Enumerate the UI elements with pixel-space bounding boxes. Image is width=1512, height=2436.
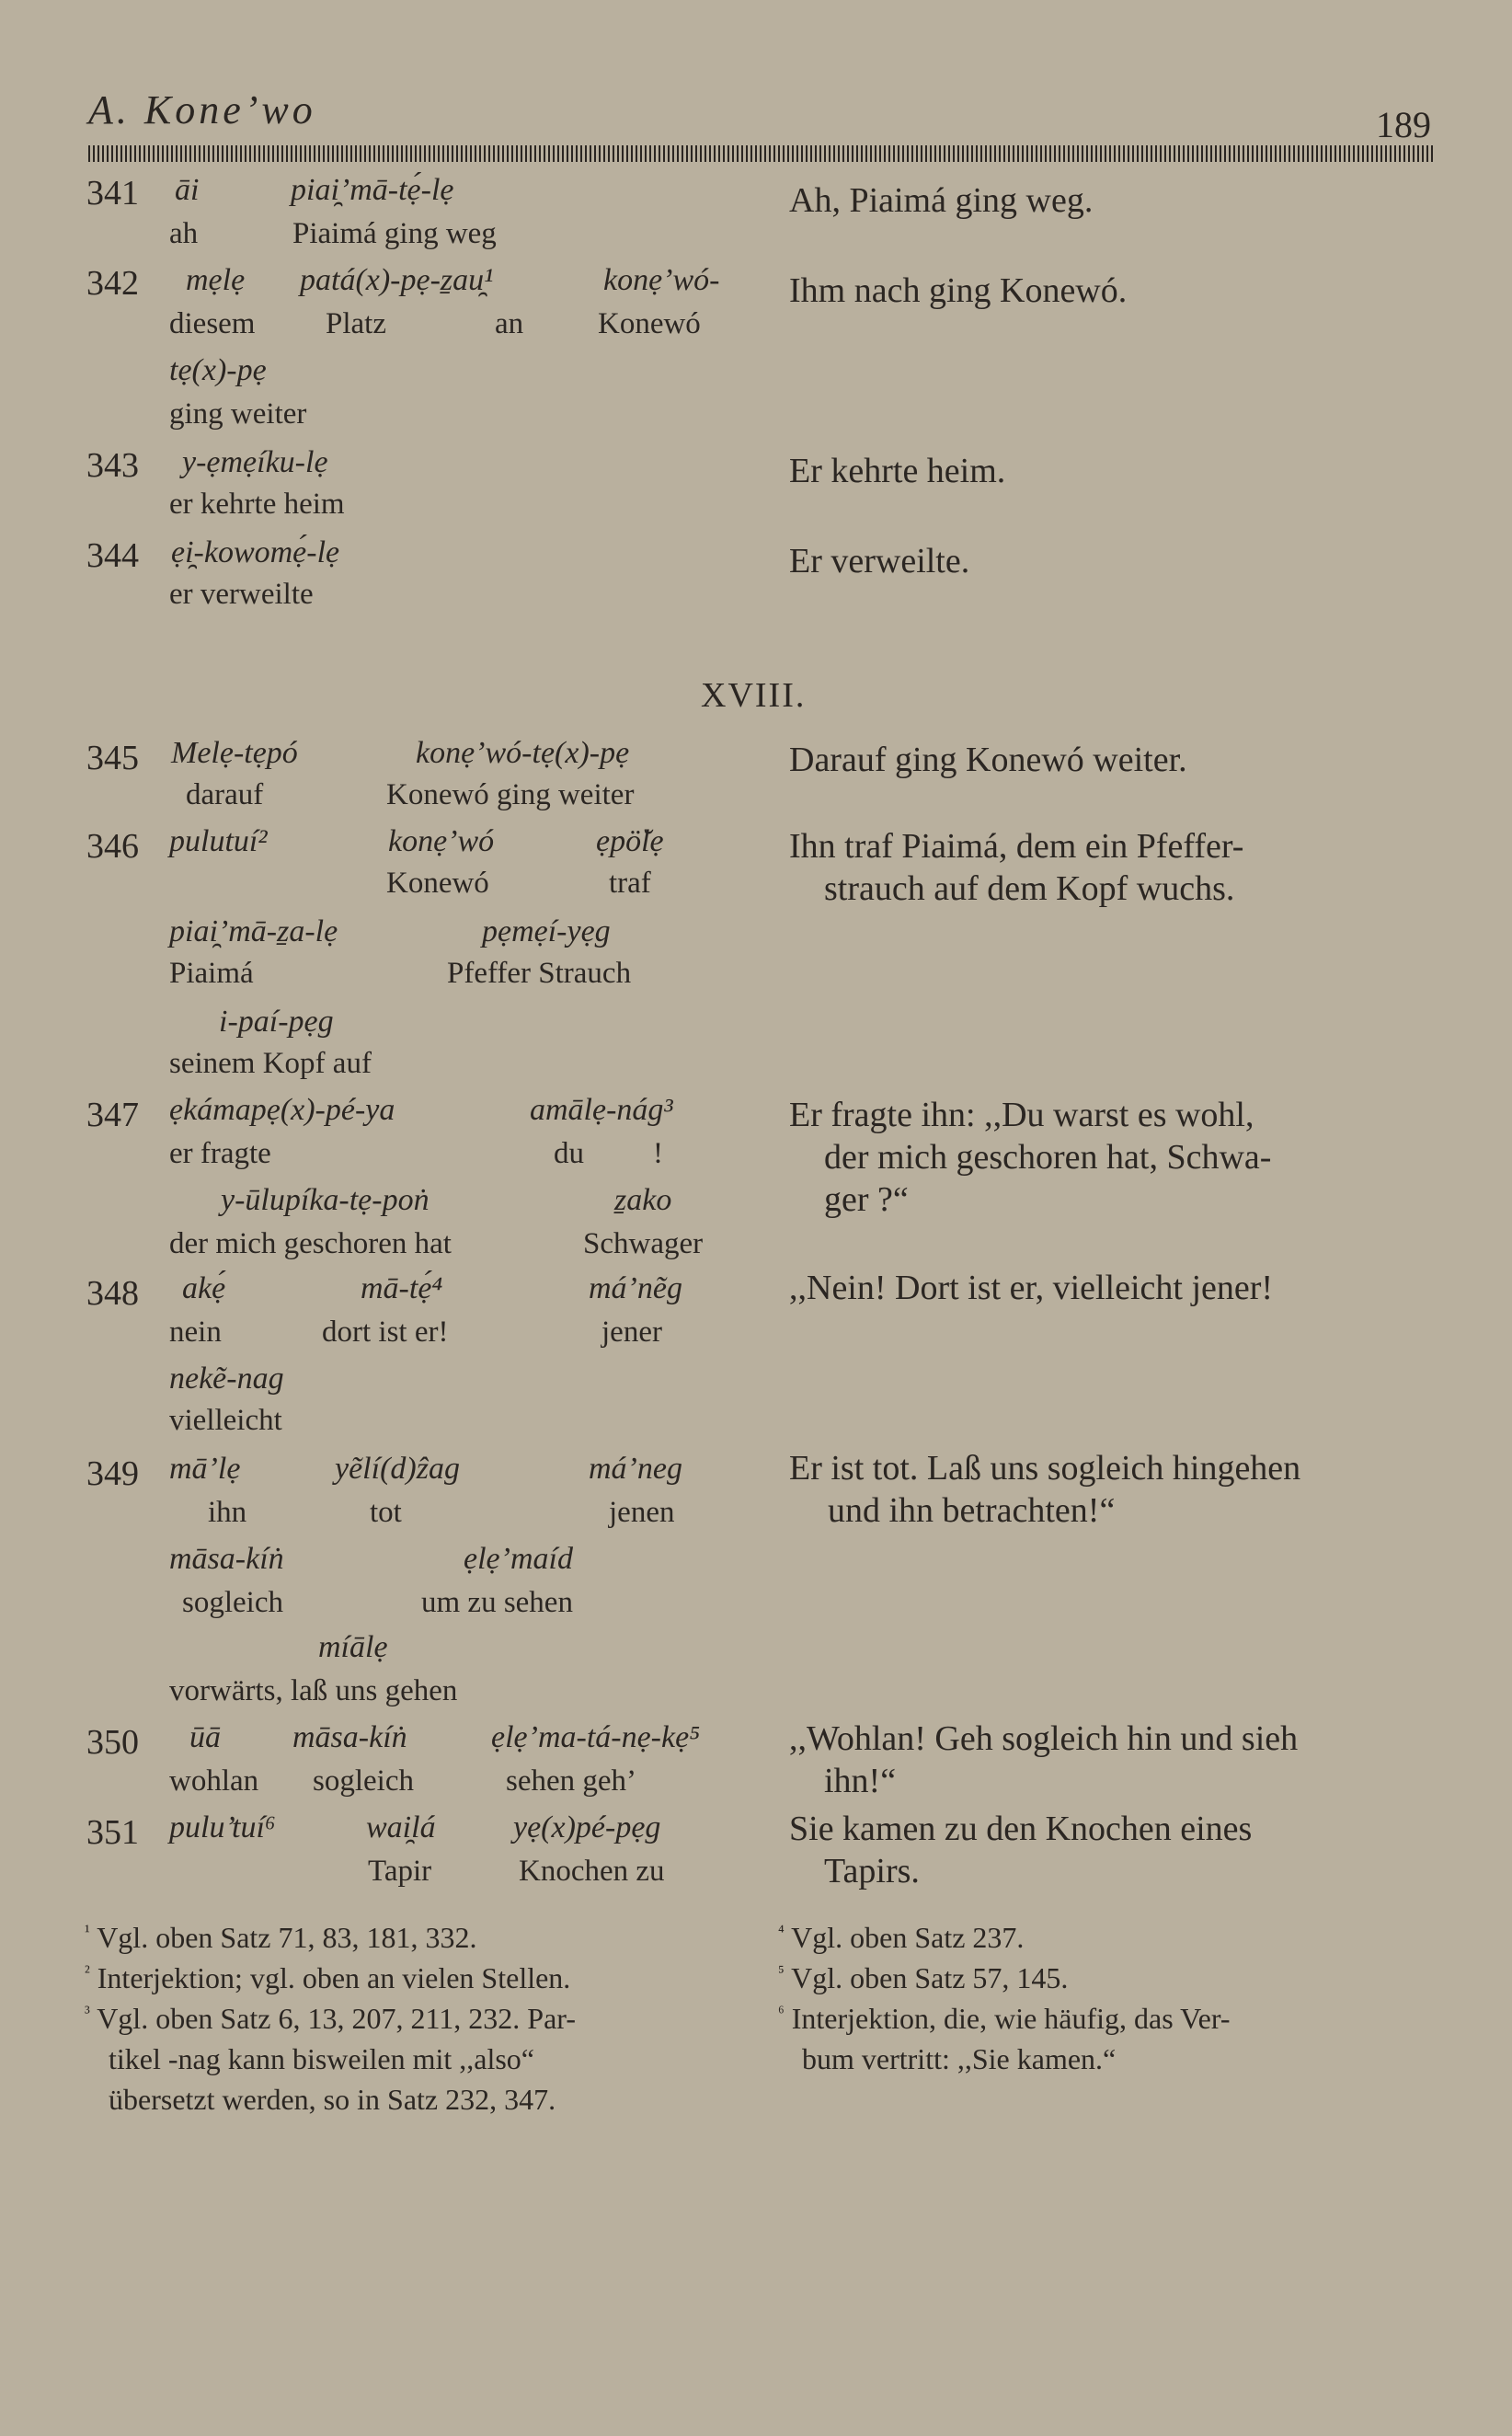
original-word: yẽlí(d)ẑag xyxy=(335,1452,460,1486)
original-word: konẹ’wó-tẹ(x)-pẹ xyxy=(416,736,630,770)
gloss: der mich geschoren hat xyxy=(169,1227,452,1260)
translation: ,,Wohlan! Geh sogleich hin und sieh xyxy=(789,1719,1299,1758)
gloss: vorwärts, laß uns gehen xyxy=(169,1674,458,1707)
gloss: Schwager xyxy=(583,1227,704,1260)
original-word: pulutuí² xyxy=(169,824,268,858)
line-number: 344 xyxy=(86,536,139,575)
translation: Tapirs. xyxy=(824,1852,920,1890)
header-rule xyxy=(88,145,1435,162)
original-word: y-ūlupíka-tẹ-poṅ xyxy=(221,1183,430,1217)
original-word: wai̯lá xyxy=(366,1810,436,1844)
gloss: Konewó xyxy=(598,307,701,340)
gloss: wohlan xyxy=(169,1764,259,1798)
line-number: 346 xyxy=(86,827,139,866)
line-number: 347 xyxy=(86,1096,139,1134)
line-number: 345 xyxy=(86,739,139,777)
line-number: 351 xyxy=(86,1813,139,1852)
original-word: mẹlẹ xyxy=(186,263,246,297)
footnote-mark: ² xyxy=(85,1962,90,1982)
translation: der mich geschoren hat, Schwa- xyxy=(824,1138,1272,1177)
original-word: ẹpö̆lẹ xyxy=(596,824,664,858)
gloss: Piaimá xyxy=(169,957,254,990)
line-number: 350 xyxy=(86,1723,139,1762)
gloss: an xyxy=(495,307,524,340)
gloss: sogleich xyxy=(313,1764,414,1798)
gloss: nein xyxy=(169,1316,222,1349)
original-word: ẹlẹ’maíd xyxy=(464,1542,573,1576)
original-word: konẹ’wó- xyxy=(603,263,720,297)
gloss: Konewó xyxy=(386,867,489,900)
footnote-text: Vgl. oben Satz 71, 83, 181, 332. xyxy=(97,1921,477,1954)
footnote-mark: ³ xyxy=(85,2003,90,2023)
footnote-text: Vgl. oben Satz 6, 13, 207, 211, 232. Par- xyxy=(97,2002,576,2035)
gloss: Tapir xyxy=(368,1855,432,1888)
original-word: ẹlẹ’ma-tá-nẹ-kẹ⁵ xyxy=(491,1720,701,1754)
translation: Ah, Piaimá ging weg. xyxy=(789,181,1094,220)
gloss: Piaimá ging weg xyxy=(292,217,497,250)
original-word: āi xyxy=(175,173,200,207)
gloss: vielleicht xyxy=(169,1404,282,1437)
page-number: 189 xyxy=(1376,104,1431,145)
line-number: 349 xyxy=(86,1454,139,1493)
translation: Ihm nach ging Konewó. xyxy=(789,271,1128,310)
translation: strauch auf dem Kopf wuchs. xyxy=(824,869,1235,908)
gloss: traf xyxy=(609,867,651,900)
section-heading: XVIII. xyxy=(701,676,807,715)
gloss: seinem Kopf auf xyxy=(169,1047,372,1080)
footnote-continuation: tikel -nag kann bisweilen mit ,,also“ xyxy=(109,2042,534,2075)
footnote-text: Vgl. oben Satz 237. xyxy=(791,1921,1025,1954)
translation: Ihn traf Piaimá, dem ein Pfeffer- xyxy=(789,827,1244,866)
original-word: konẹ’wó xyxy=(388,824,495,858)
footnote-continuation: bum vertritt: ,,Sie kamen.“ xyxy=(802,2042,1117,2075)
gloss: ah xyxy=(169,217,199,250)
gloss: diesem xyxy=(169,307,256,340)
footnote-mark: ¹ xyxy=(85,1922,90,1942)
original-word: māsa-kíṅ xyxy=(169,1542,284,1576)
original-word: tẹ(x)-pẹ xyxy=(169,353,267,387)
gloss: er fragte xyxy=(169,1137,271,1170)
original-word: piai̯’mā-tẹ́-lẹ xyxy=(291,173,454,207)
footnote-mark: ⁴ xyxy=(778,1922,785,1942)
gloss: ! xyxy=(653,1137,663,1170)
original-word: mā’lẹ xyxy=(169,1452,241,1486)
gloss: Platz xyxy=(326,307,386,340)
original-word: pẹmẹí-yẹg xyxy=(482,914,611,948)
original-word: māsa-kíṅ xyxy=(292,1720,407,1754)
line-number: 341 xyxy=(86,174,139,213)
original-word: pulu’tuí⁶ xyxy=(169,1810,276,1844)
translation: Er fragte ihn: ,,Du warst es wohl, xyxy=(789,1096,1254,1134)
gloss: sogleich xyxy=(182,1586,283,1619)
line-number: 343 xyxy=(86,446,139,485)
gloss: jener xyxy=(601,1316,662,1349)
running-head: A. Kone’wo xyxy=(88,87,316,132)
translation: Darauf ging Konewó weiter. xyxy=(789,741,1187,779)
footnote-mark: ⁶ xyxy=(778,2003,785,2023)
translation: Er kehrte heim. xyxy=(789,452,1006,490)
translation: und ihn betrachten!“ xyxy=(828,1491,1116,1530)
original-word: nekẽ-nag xyxy=(169,1362,284,1396)
original-word: mā-tẹ́⁴ xyxy=(361,1271,443,1305)
original-word: akẹ́ xyxy=(182,1271,226,1305)
translation: ihn!“ xyxy=(824,1762,897,1800)
original-word: míālẹ xyxy=(318,1630,388,1664)
original-word: Melẹ-tẹpó xyxy=(171,736,298,770)
footnote xyxy=(85,1961,570,1995)
original-word: ūā xyxy=(189,1720,221,1754)
gloss: um zu sehen xyxy=(421,1586,573,1619)
original-word: yẹ(x)pé-pẹg xyxy=(513,1810,661,1844)
gloss: jenen xyxy=(609,1496,675,1529)
original-word: ẹkámapẹ(x)-pé-ya xyxy=(169,1093,395,1127)
footnote xyxy=(778,1921,1024,1955)
gloss: ging weiter xyxy=(169,397,307,431)
line-number: 342 xyxy=(86,264,139,303)
footnote-continuation: übersetzt werden, so in Satz 232, 347. xyxy=(109,2083,556,2116)
footnote-text: Vgl. oben Satz 57, 145. xyxy=(791,1961,1069,1994)
gloss: darauf xyxy=(186,778,264,811)
translation: ger ?“ xyxy=(824,1180,909,1219)
original-word: patá(x)-pẹ-ẕau̯¹ xyxy=(300,263,494,297)
gloss: Pfeffer Strauch xyxy=(447,957,632,990)
translation: ,,Nein! Dort ist er, vielleicht jener! xyxy=(789,1269,1274,1307)
original-word: má’neg xyxy=(589,1452,682,1486)
original-word: ẹi̯-kowomẹ́-lẹ xyxy=(171,535,340,569)
footnote xyxy=(85,1921,476,1955)
gloss: dort ist er! xyxy=(322,1316,449,1349)
gloss: du xyxy=(554,1137,584,1170)
footnote xyxy=(778,1961,1068,1995)
gloss: tot xyxy=(370,1496,402,1529)
gloss: Konewó ging weiter xyxy=(386,778,635,811)
footnote-text: Interjektion, die, wie häufig, das Ver- xyxy=(791,2002,1231,2035)
translation: Er ist tot. Laß uns sogleich hingehen xyxy=(789,1449,1301,1488)
original-word: i-paí-pẹg xyxy=(219,1005,334,1039)
footnote-mark: ⁵ xyxy=(778,1962,785,1982)
translation: Sie kamen zu den Knochen eines xyxy=(789,1810,1253,1848)
footnote-text: Interjektion; vgl. oben an vielen Stellen. xyxy=(97,1961,571,1994)
line-number: 348 xyxy=(86,1274,139,1313)
footnote xyxy=(85,2002,576,2036)
gloss: er kehrte heim xyxy=(169,488,345,521)
original-word: má’nẽg xyxy=(589,1271,682,1305)
original-word: ẕako xyxy=(614,1183,672,1217)
original-word: amālẹ-nág³ xyxy=(530,1093,673,1127)
gloss: sehen geh’ xyxy=(506,1764,637,1798)
gloss: ihn xyxy=(208,1496,247,1529)
original-word: y-ẹmẹíku-lẹ xyxy=(182,445,328,479)
original-word: piai̯’mā-ẕa-lẹ xyxy=(169,914,338,948)
translation: Er verweilte. xyxy=(789,542,970,580)
gloss: Knochen zu xyxy=(519,1855,665,1888)
footnote xyxy=(778,2002,1231,2036)
gloss: er verweilte xyxy=(169,578,314,611)
